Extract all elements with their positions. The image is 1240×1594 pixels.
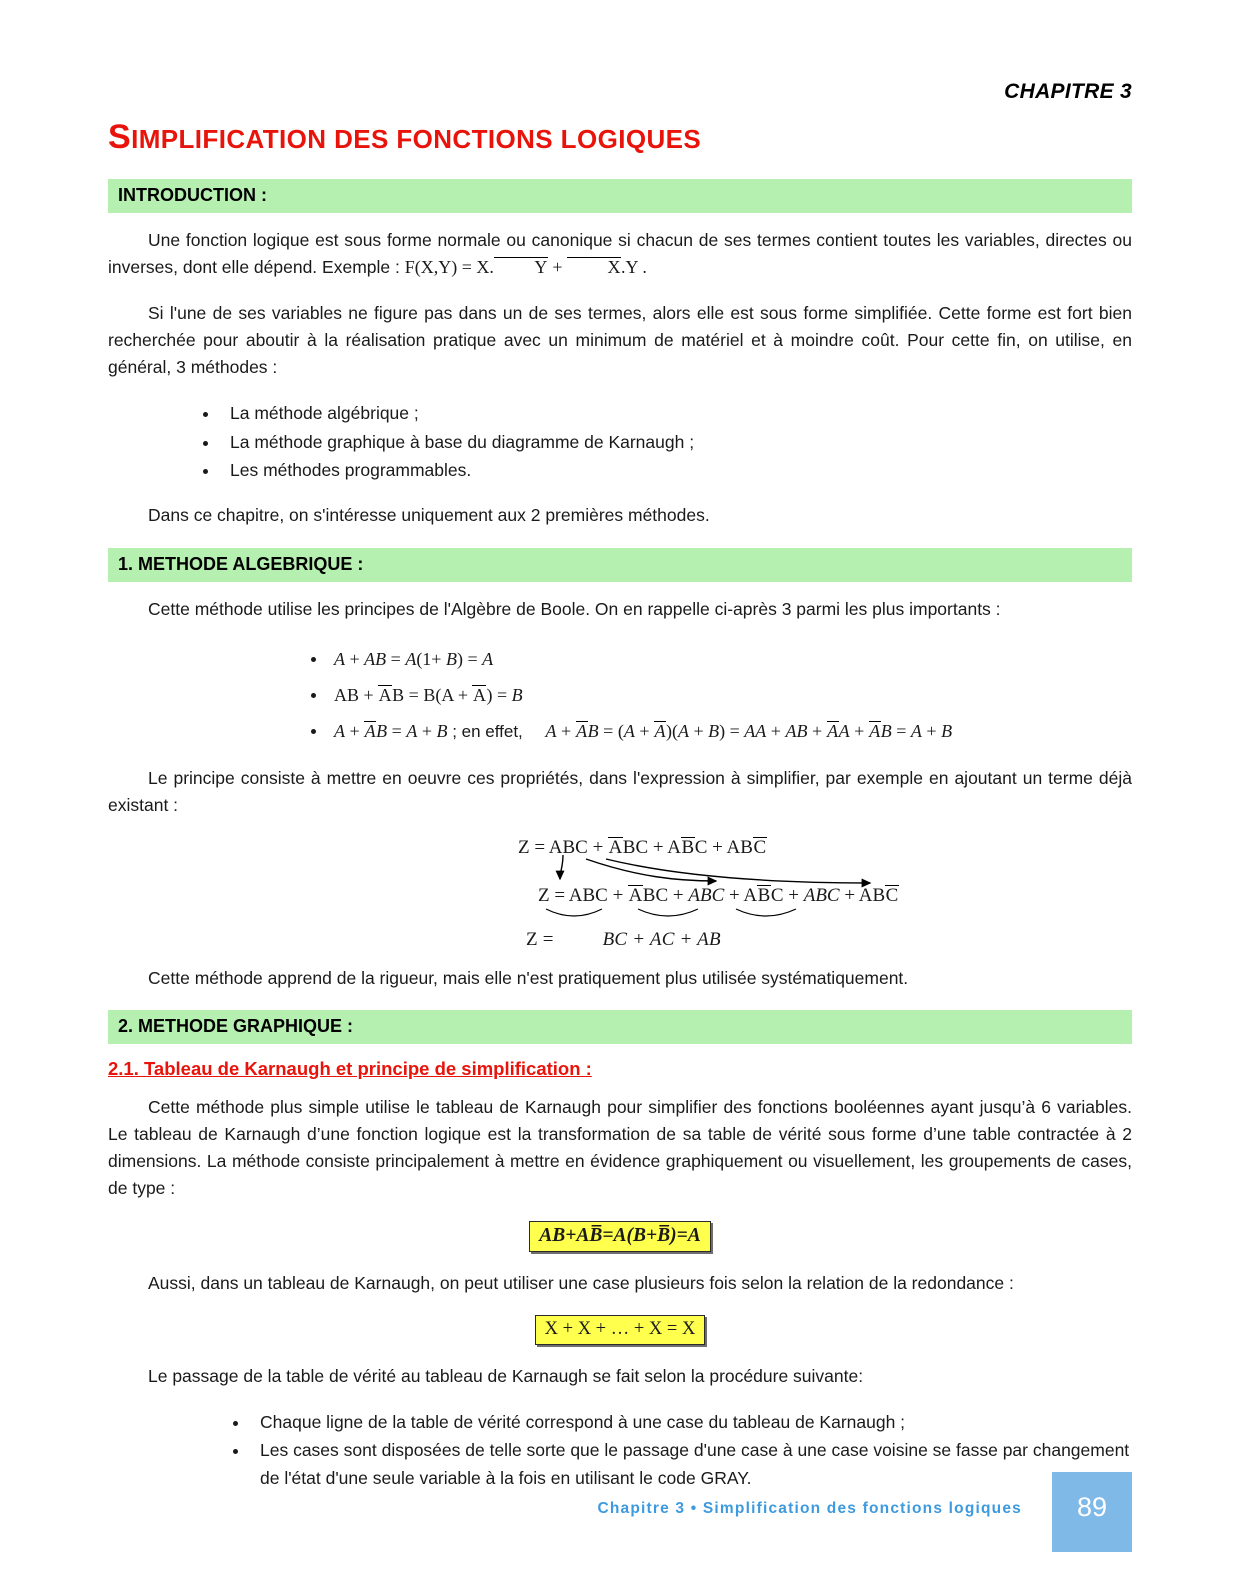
intro-paragraph-1-text: Une fonction logique est sous forme normale ou canonique si chacun de ses termes contient toutes les variables, directes ou inverses, dont elle dépend. Exemple : [108, 230, 1132, 278]
rule-3-suffix: ; en effet, [452, 721, 523, 741]
subsection-title-karnaugh: 2.1. Tableau de Karnaugh et principe de simplification : [108, 1058, 592, 1080]
list-item: • Chaque ligne de la table de vérité correspond à une case du tableau de Karnaugh ; [250, 1408, 1132, 1436]
formula-canonical-form: F(X,Y) = X. Y + X.Y . [404, 257, 647, 278]
derivation-line-1: Z = ABC + ABC + ABC + ABC [518, 836, 767, 858]
methods-list [108, 399, 1132, 484]
graphic-paragraph-3: Le passage de la table de vérité au tableau de Karnaugh se fait selon la procédure suivante: [148, 1365, 864, 1386]
intro-paragraph-2: Si l'une de ses variables ne figure pas dans un de ses termes, alors elle est sous forme simplifiée. Cette forme est fort bien recherchée pour aboutir à la réalisation pratique avec un minimum de matériel et à moindre coût. Pour cette fin, on utilise, en général, 3 méthodes : [108, 303, 1132, 378]
algebraic-derivation-block [108, 837, 1132, 955]
derivation-line-3-label: Z = [526, 928, 554, 950]
list-item-rule-1 [328, 641, 1132, 677]
algebraic-paragraph-1: Cette méthode utilise les principes de l'Algèbre de Boole. On en rappelle ci-après 3 parmi les plus importants : [148, 598, 1001, 619]
section-band-introduction: INTRODUCTION : [108, 179, 1132, 213]
list-item: • Les cases sont disposées de telle sorte que le passage d'une case à une case voisine se fasse par changement de l'état d'une seule variable à la fois en utilisant le code GRAY. [250, 1436, 1132, 1493]
procedure-steps-list [108, 1408, 1132, 1493]
derivation-line-3-terms: BC + AC + AB [602, 928, 721, 950]
section-band-graphic: 2. METHODE GRAPHIQUE : [108, 1010, 1132, 1044]
highlight-box-row-2 [108, 1315, 1132, 1345]
section-band-algebraic: 1. METHODE ALGEBRIQUE : [108, 548, 1132, 582]
algebraic-paragraph-3: Cette méthode apprend de la rigueur, mais elle n'est pratiquement plus utilisée systématiquement. [148, 967, 909, 988]
page-title-initial: S [108, 118, 132, 156]
list-item: • Les méthodes programmables. [220, 456, 1132, 484]
list-item-rule-3 [328, 713, 1132, 749]
formula-box-redundancy: X + X + … + X = X [535, 1315, 706, 1345]
rule-3-proof: A + AB = (A + A)(A + B) = AA + AB + AA + AB = A + B [545, 720, 953, 741]
algebraic-rules-list [108, 641, 1132, 749]
derivation-line-3 [526, 929, 721, 951]
derivation-line-2: Z = ABC + ABC + ABC + ABC + ABC + ABC [538, 884, 899, 906]
algebraic-paragraph-2: Le principe consiste à mettre en oeuvre ces propriétés, dans l'expression à simplifier, par exemple en ajoutant un terme déjà existant : [108, 767, 1132, 815]
graphic-paragraph-2: Aussi, dans un tableau de Karnaugh, on peut utiliser une case plusieurs fois selon la relation de la redondance : [148, 1272, 1014, 1293]
list-item-rule-2 [328, 677, 1132, 713]
chapter-label: CHAPITRE 3 [1004, 80, 1132, 103]
list-item: • La méthode algébrique ; [220, 399, 1132, 427]
intro-paragraph-3: Dans ce chapitre, on s'intéresse uniquement aux 2 premières méthodes. [148, 505, 710, 526]
graphic-paragraph-1: Cette méthode plus simple utilise le tableau de Karnaugh pour simplifier des fonctions booléennes ayant jusqu’à 6 variables. Le tableau de Karnaugh d’une fonction logique est la transformation de sa table de vérité sous forme d’une table contractée à 2 dimensions. La méthode consiste principalement à mettre en évidence graphiquement ou visuellement, les groupements de cases, de type : [108, 1097, 1132, 1199]
page-footer [0, 1486, 1240, 1540]
intro-paragraph-1 [108, 227, 1132, 282]
formula-box-grouping: AB+AB̅=A(B+B̅)=A [529, 1221, 710, 1252]
page-title-rest: IMPLIFICATION DES FONCTIONS LOGIQUES [131, 124, 702, 154]
rule-1-formula: A + AB = A(1+ B) = A [334, 648, 494, 669]
rule-3-formula: A + AB = A + B [334, 720, 448, 741]
footer-caption: Chapitre 3 • Simplification des fonctions logiques [597, 1500, 1022, 1517]
footer-page-number: 89 [1076, 1492, 1108, 1522]
page-title [108, 118, 1132, 157]
rule-2-formula: AB + AB = B(A + A) = B [334, 684, 523, 705]
highlight-box-row-1 [108, 1221, 1132, 1252]
list-item: • La méthode graphique à base du diagramme de Karnaugh ; [220, 428, 1132, 456]
